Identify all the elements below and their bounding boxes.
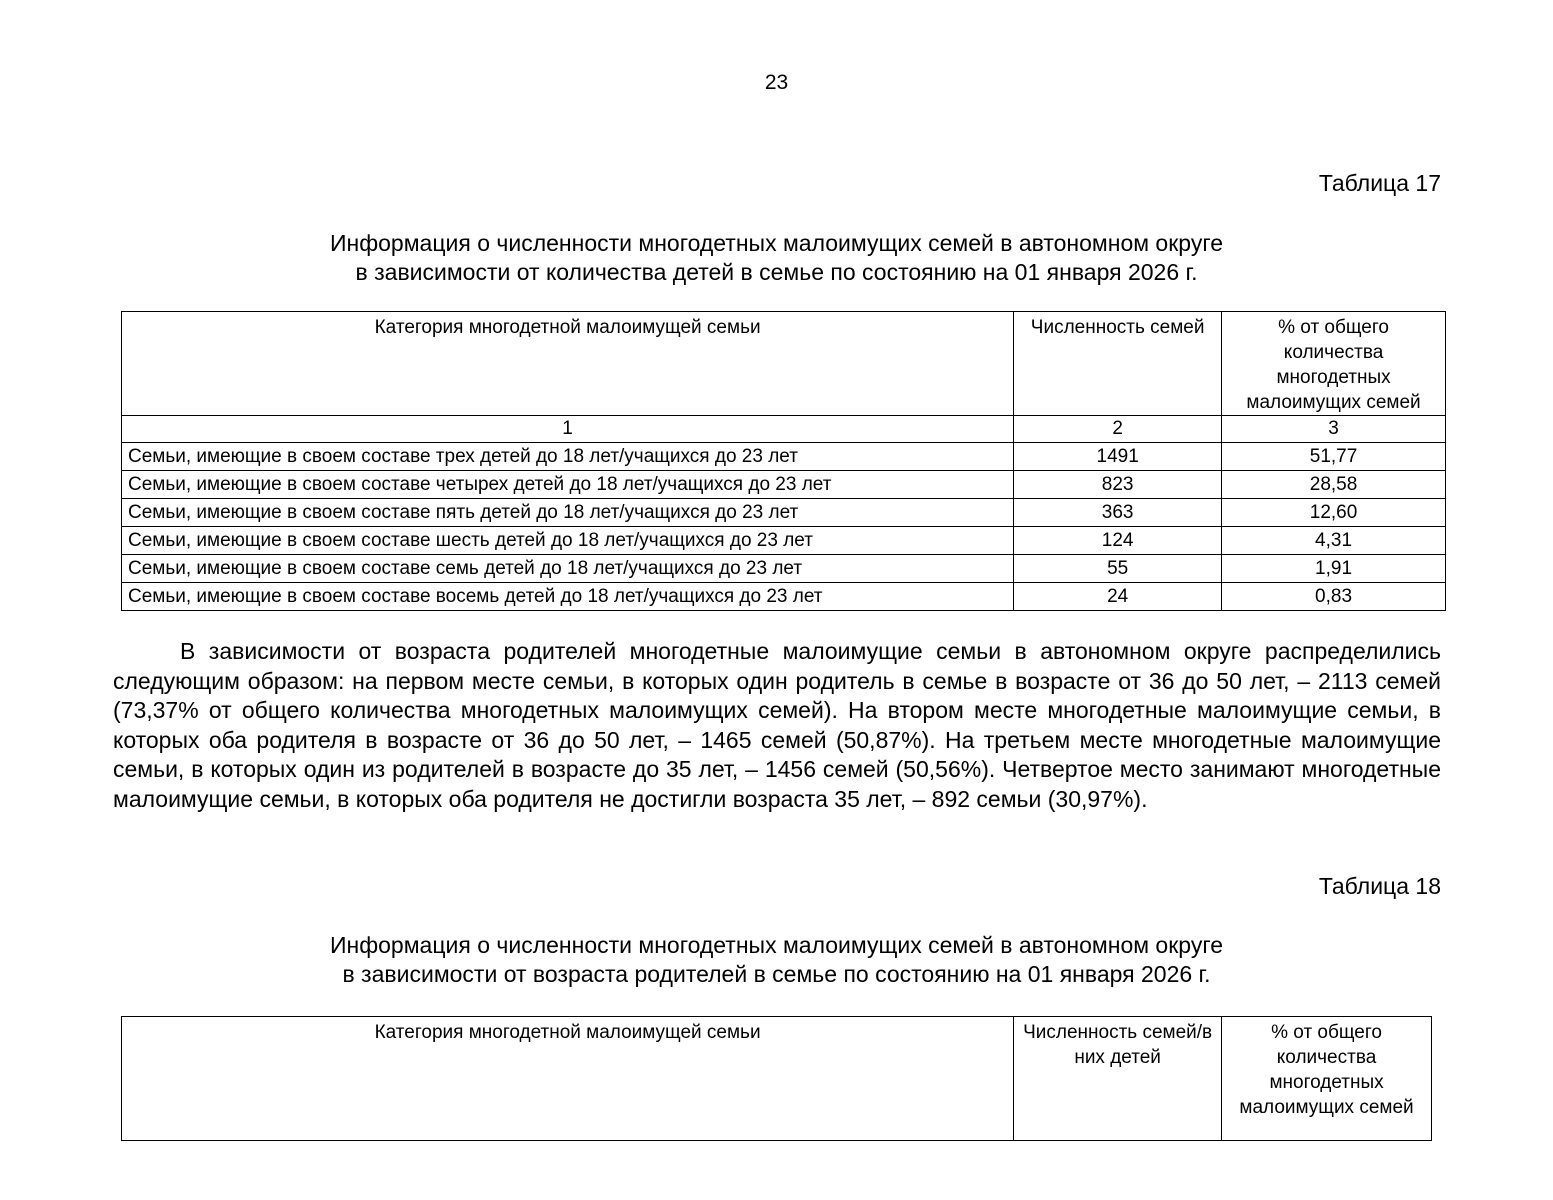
row-category: Семьи, имеющие в своем составе восемь детей до 18 лет/учащихся до 23 лет (122, 583, 1014, 611)
table-row (122, 499, 1446, 527)
column-number: 2 (1014, 416, 1222, 443)
table-18-header-category: Категория многодетной малоимущей семьи (122, 1017, 1014, 1141)
row-percent: 1,91 (1222, 555, 1446, 583)
table-row (122, 527, 1446, 555)
row-category: Семьи, имеющие в своем составе семь детей до 18 лет/учащихся до 23 лет (122, 555, 1014, 583)
row-percent: 28,58 (1222, 471, 1446, 499)
table-17-caption-line-2: в зависимости от количества детей в семье по состоянию на 01 января 2026 г. (355, 259, 1198, 285)
table-18-caption-line-1: Информация о численности многодетных малоимущих семей в автономном округе (329, 932, 1223, 958)
table-row (122, 555, 1446, 583)
table-17-header-row (122, 312, 1446, 416)
body-paragraph: В зависимости от возраста родителей многодетные малоимущие семьи в автономном округе распределились следующим образом: на первом месте семьи, в которых один родитель в семье в возрасте от 36 до 50 лет, – 2113 семей (73,37% от общего количества многодетных малоимущих семей). На втором месте многодетные малоимущие семьи, в которых оба родителя в возрасте от 36 до 50 лет, – 1465 семей (50,87%). На третьем месте многодетные малоимущие семьи, в которых один из родителей в возрасте до 35 лет, – 1456 семей (50,56%). Четвертое место занимают многодетные малоимущие семьи, в которых оба родителя не достигли возраста 35 лет, – 892 семьи (30,97%). (113, 638, 1441, 812)
row-count: 124 (1014, 527, 1222, 555)
row-category: Семьи, имеющие в своем составе четырех детей до 18 лет/учащихся до 23 лет (122, 471, 1014, 499)
row-percent: 4,31 (1222, 527, 1446, 555)
table-18 (121, 1016, 1432, 1141)
table-18-caption (0, 931, 1553, 989)
row-count: 823 (1014, 471, 1222, 499)
table-18-header-row (122, 1017, 1432, 1141)
table-18-header-percent: % от общего количества многодетных малоимущих семей (1222, 1017, 1432, 1141)
table-row (122, 471, 1446, 499)
table-row (122, 443, 1446, 471)
table-18-caption-line-2: в зависимости от возраста родителей в семье по состоянию на 01 января 2026 г. (342, 961, 1211, 987)
table-17-label: Таблица 17 (1318, 170, 1441, 196)
table-18-header-count: Численность семей/в них детей (1014, 1017, 1222, 1141)
table-17-header-category: Категория многодетной малоимущей семьи (122, 312, 1014, 416)
table-17-header-percent: % от общего количества многодетных малоимущих семей (1222, 312, 1446, 416)
row-category: Семьи, имеющие в своем составе трех детей до 18 лет/учащихся до 23 лет (122, 443, 1014, 471)
table-17-header-count: Численность семей (1014, 312, 1222, 416)
row-count: 24 (1014, 583, 1222, 611)
table-17-column-numbers-row (122, 416, 1446, 443)
row-category: Семьи, имеющие в своем составе шесть детей до 18 лет/учащихся до 23 лет (122, 527, 1014, 555)
row-count: 1491 (1014, 443, 1222, 471)
column-number: 1 (122, 416, 1014, 443)
table-row (122, 583, 1446, 611)
table-17 (121, 311, 1446, 611)
table-17-caption (0, 229, 1553, 287)
row-count: 55 (1014, 555, 1222, 583)
row-category: Семьи, имеющие в своем составе пять детей до 18 лет/учащихся до 23 лет (122, 499, 1014, 527)
row-percent: 12,60 (1222, 499, 1446, 527)
table-17-caption-line-1: Информация о численности многодетных малоимущих семей в автономном округе (329, 230, 1223, 256)
row-count: 363 (1014, 499, 1222, 527)
table-18-label: Таблица 18 (1318, 873, 1441, 899)
row-percent: 51,77 (1222, 443, 1446, 471)
row-percent: 0,83 (1222, 583, 1446, 611)
page-number: 23 (764, 71, 789, 94)
column-number: 3 (1222, 416, 1446, 443)
